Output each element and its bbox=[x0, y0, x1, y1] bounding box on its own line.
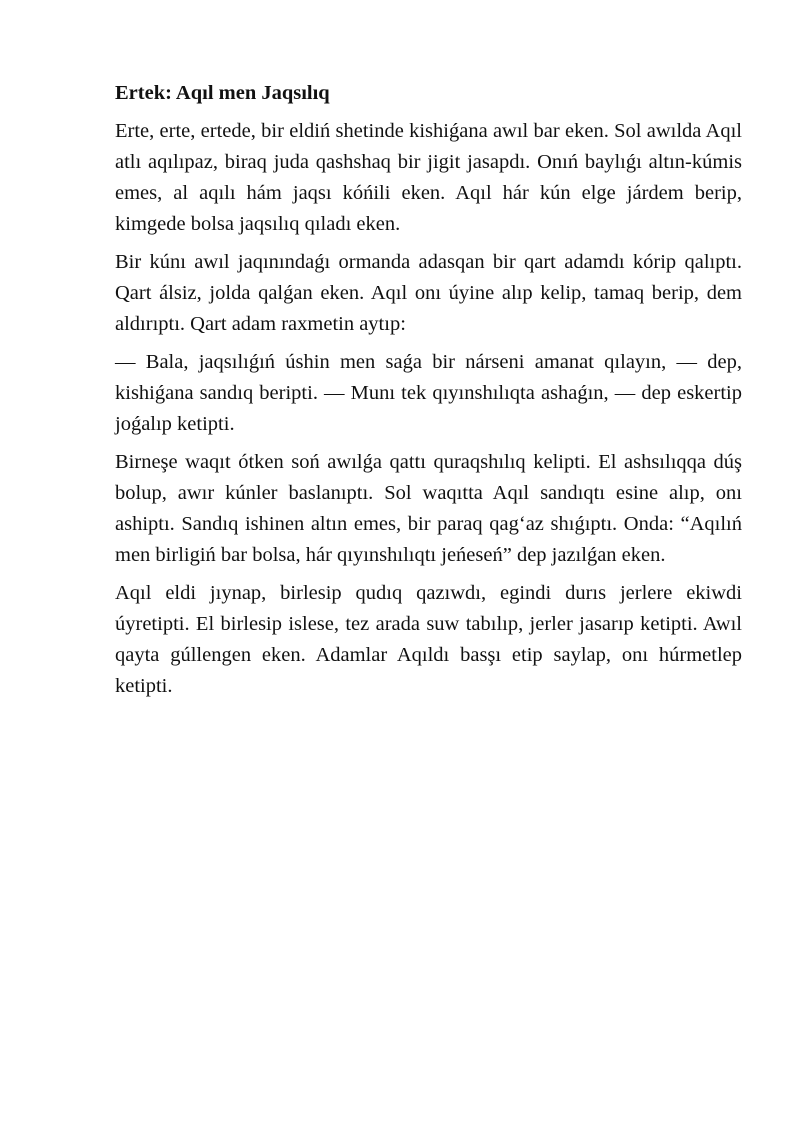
paragraph-5: Aqıl eldi jıynap, birlesip qudıq qazıwdı, egindi durıs jerlere ekiwdi úyretipti. El birlesip islese, tez arada suw tabılıp, jerler jasarıp ketipti. Awıl qayta gúllengen eken. Adamlar Aqıldı basşı etip saylap, onı húrmetlep ketipti. bbox=[115, 582, 742, 697]
document-body bbox=[115, 78, 742, 709]
document-title: Ertek: Aqıl men Jaqsılıq bbox=[115, 82, 330, 104]
paragraph-4: Birneşe waqıt ótken soń awılǵa qattı quraqshılıq kelipti. El ashsılıqqa dúş bolup, awır kúnler baslanıptı. Sol waqıtta Aqıl sandıqtı esine alıp, onı ashiptı. Sandıq ishinen altın emes, bir paraq qagʻaz shıǵıptı. Onda: “Aqılıń men birligiń bar bolsa, hár qıyınshılıqtı jeńeseń” dep jazılǵan eken. bbox=[115, 451, 742, 566]
paragraph-3: — Bala, jaqsılıǵıń úshin men saǵa bir nárseni amanat qılayın, — dep, kishiǵana sandıq beripti. — Munı tek qıyınshılıqta ashaǵın, — dep eskertip joǵalıp ketipti. bbox=[115, 351, 742, 435]
paragraph-1: Erte, erte, ertede, bir eldiń shetinde kishiǵana awıl bar eken. Sol awılda Aqıl atlı aqılıpaz, biraq juda qashshaq bir jigit jasapdı. Onıń baylıǵı altın-kúmis emes, al aqılı hám jaqsı kóńili eken. Aqıl hár kún elge járdem berip, kimgede bolsa jaqsılıq qıladı eken. bbox=[115, 120, 742, 235]
paragraph-2: Bir kúnı awıl jaqınındaǵı ormanda adasqan bir qart adamdı kórip qalıptı. Qart álsiz, jolda qalǵan eken. Aqıl onı úyine alıp kelip, tamaq berip, dem aldırıptı. Qart adam raxmetin aytıp: bbox=[115, 251, 742, 335]
